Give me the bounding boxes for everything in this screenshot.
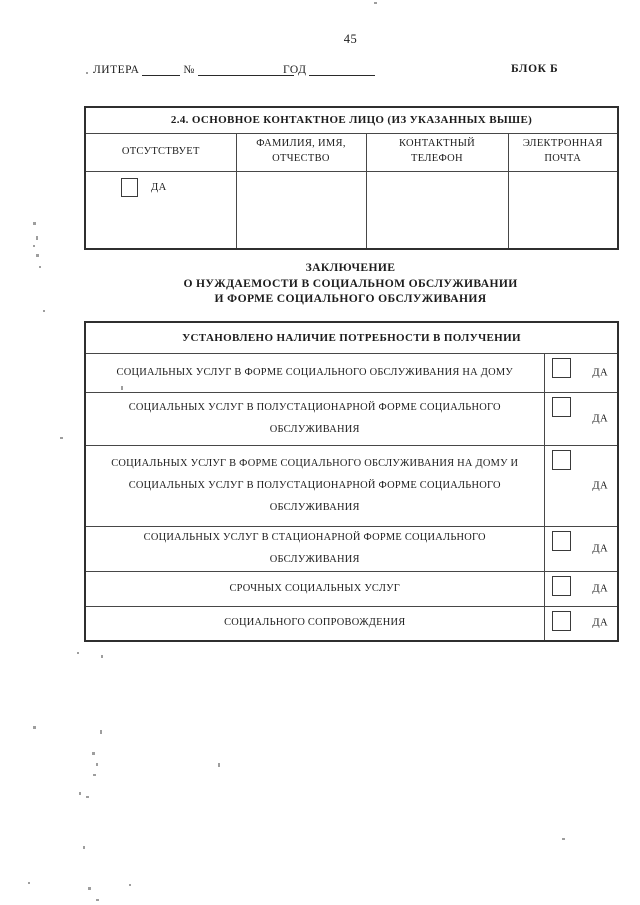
need-semistationary-label: СОЦИАЛЬНЫХ УСЛУГ В ПОЛУСТАЦИОНАРНОЙ ФОРМЕ СОЦИАЛЬНОГО ОБСЛУЖИВАНИЯ (85, 392, 544, 445)
table-row (85, 571, 618, 606)
col-header-email: ЭЛЕКТРОННАЯ ПОЧТА (508, 133, 618, 171)
yes-label: ДА (592, 583, 608, 594)
block-b-label: БЛОК Б (511, 63, 559, 75)
need-home-yes-cell (544, 353, 618, 392)
need-social-support-yes-cell (544, 606, 618, 641)
contact-phone-cell[interactable] (366, 171, 508, 249)
table-row (85, 606, 618, 641)
need-urgent-yes-cell (544, 571, 618, 606)
conclusion-heading (84, 260, 617, 307)
need-social-support-checkbox[interactable] (552, 611, 571, 631)
yes-label: ДА (592, 413, 608, 424)
table-row (85, 133, 618, 171)
need-home-checkbox[interactable] (552, 358, 571, 378)
yes-label: ДА (592, 480, 608, 491)
need-urgent-checkbox[interactable] (552, 576, 571, 596)
number-sign-label: № (183, 64, 195, 76)
litera-label: ЛИТЕРА (93, 64, 140, 76)
col-header-fio: ФАМИЛИЯ, ИМЯ, ОТЧЕСТВО (236, 133, 366, 171)
need-semistationary-checkbox[interactable] (552, 397, 571, 417)
table-row (85, 526, 618, 571)
conclusion-line-1: ЗАКЛЮЧЕНИЕ (305, 261, 396, 274)
yes-label: ДА (592, 543, 608, 554)
conclusion-line-2: О НУЖДАЕМОСТИ В СОЦИАЛЬНОМ ОБСЛУЖИВАНИИ (183, 276, 518, 290)
year-blank-line[interactable] (309, 63, 375, 76)
conclusion-line-3: И ФОРМЕ СОЦИАЛЬНОГО ОБСЛУЖИВАНИЯ (214, 292, 487, 305)
yes-label: ДА (592, 617, 608, 629)
need-home-and-semistationary-label: СОЦИАЛЬНЫХ УСЛУГ В ФОРМЕ СОЦИАЛЬНОГО ОБСЛУЖИВАНИЯ НА ДОМУ И СОЦИАЛЬНЫХ УСЛУГ В ПОЛУСТАЦИОНАРНОЙ ФОРМЕ СОЦИАЛЬНОГО ОБСЛУЖИВАНИЯ (85, 445, 544, 526)
litera-line (93, 63, 297, 76)
year-label: ГОД (283, 64, 307, 76)
contact-fio-cell[interactable] (236, 171, 366, 249)
need-stationary-checkbox[interactable] (552, 531, 571, 551)
need-home-and-semistationary-checkbox[interactable] (552, 450, 571, 470)
need-stationary-label: СОЦИАЛЬНЫХ УСЛУГ В СТАЦИОНАРНОЙ ФОРМЕ СОЦИАЛЬНОГО ОБСЛУЖИВАНИЯ (85, 526, 544, 571)
number-blank-line[interactable] (198, 63, 294, 76)
absent-yes-label: ДА (151, 181, 167, 193)
page-number: 45 (343, 32, 358, 46)
need-social-support-label: СОЦИАЛЬНОГО СОПРОВОЖДЕНИЯ (85, 606, 544, 641)
table-row (85, 322, 618, 353)
need-urgent-label: СРОЧНЫХ СОЦИАЛЬНЫХ УСЛУГ (85, 571, 544, 606)
need-stationary-yes-cell (544, 526, 618, 571)
contact-absent-checkbox[interactable] (121, 178, 138, 197)
year-line (283, 63, 378, 76)
table-row (85, 171, 618, 249)
table-row (85, 353, 618, 392)
col-header-phone: КОНТАКТНЫЙ ТЕЛЕФОН (366, 133, 508, 171)
litera-blank-line[interactable] (142, 63, 180, 76)
needs-table (84, 321, 619, 642)
need-home-label: СОЦИАЛЬНЫХ УСЛУГ В ФОРМЕ СОЦИАЛЬНОГО ОБСЛУЖИВАНИЯ НА ДОМУ (85, 353, 544, 392)
contact-person-table (84, 106, 619, 250)
contact-table-title: 2.4. ОСНОВНОЕ КОНТАКТНОЕ ЛИЦО (ИЗ УКАЗАННЫХ ВЫШЕ) (85, 107, 618, 133)
col-header-absent: ОТСУТСТВУЕТ (85, 133, 236, 171)
contact-email-cell[interactable] (508, 171, 618, 249)
needs-table-title: УСТАНОВЛЕНО НАЛИЧИЕ ПОТРЕБНОСТИ В ПОЛУЧЕНИИ (85, 322, 618, 353)
table-row (85, 392, 618, 445)
table-row (85, 107, 618, 133)
absent-cell (85, 171, 236, 249)
need-home-and-semistationary-yes-cell (544, 445, 618, 526)
need-semistationary-yes-cell (544, 392, 618, 445)
yes-label: ДА (592, 367, 608, 378)
table-row (85, 445, 618, 526)
